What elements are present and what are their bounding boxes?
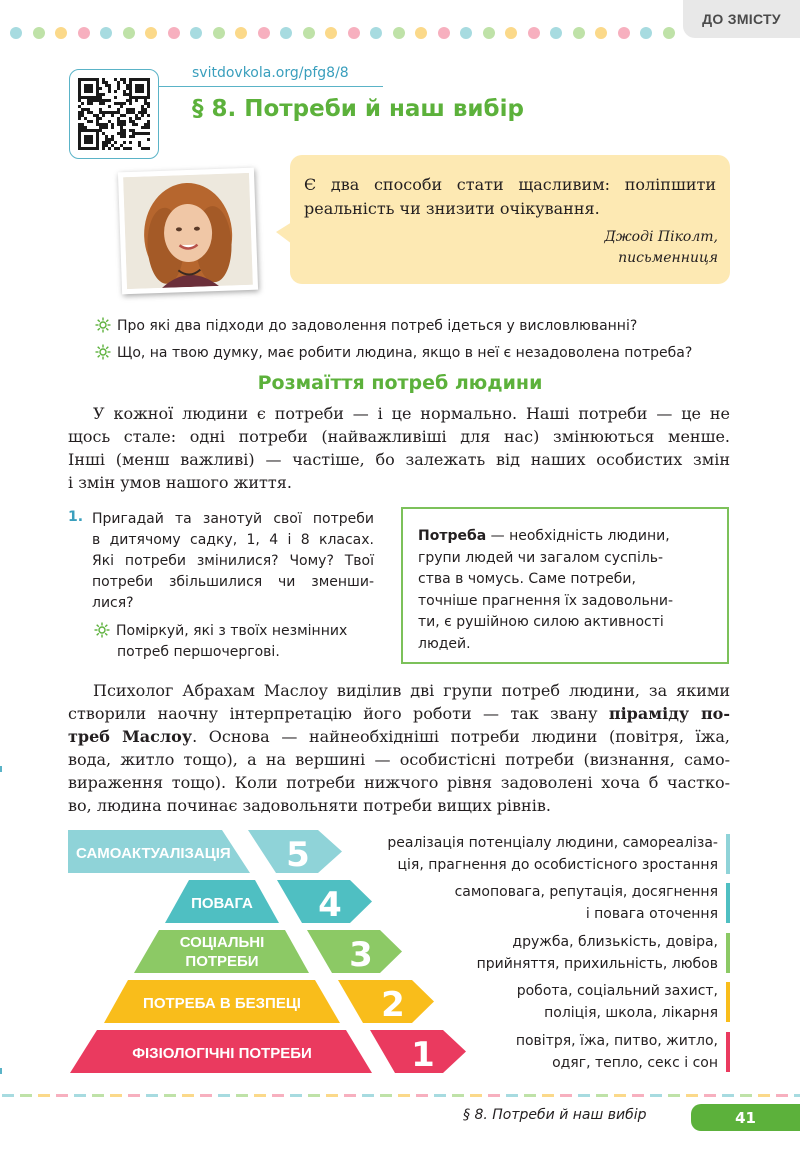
footer-dash — [614, 1094, 626, 1097]
decor-dot — [213, 27, 225, 39]
footer-dashed-line — [0, 1094, 800, 1097]
level-3-label-line-1: СОЦІАЛЬНІ — [179, 934, 265, 951]
level-4-description — [455, 881, 718, 925]
decor-dot — [55, 27, 67, 39]
task-line: Пригадай та занотуй свої потреби — [92, 511, 374, 527]
footer-dash — [290, 1094, 302, 1097]
portrait-image — [123, 173, 253, 289]
paragraph-1 — [68, 402, 730, 494]
page-number: 41 — [691, 1104, 800, 1131]
footer-dash — [2, 1094, 14, 1097]
decor-dot — [168, 27, 180, 39]
footer-dash — [776, 1094, 788, 1097]
footer-dash — [650, 1094, 662, 1097]
quote-author-name: Джоді Піколт, — [604, 229, 718, 245]
paragraph-line: Психолог Абрахам Маслоу виділив дві групи потреб людини, за якими — [93, 681, 730, 700]
footer-dash — [182, 1094, 194, 1097]
footer-dash — [470, 1094, 482, 1097]
decor-dot — [415, 27, 427, 39]
level-4-description-line: самоповага, репутація, досягнення — [454, 884, 718, 900]
footer-dash — [758, 1094, 770, 1097]
paragraph-line — [68, 725, 730, 748]
footer-dash — [488, 1094, 500, 1097]
definition-line: точніше прагнення їх задовольни- — [418, 592, 674, 609]
paragraph-fragment: створили наочну інтерпретацію його роботи — так звану — [68, 704, 609, 723]
level-2-description — [517, 980, 718, 1024]
decor-dot — [505, 27, 517, 39]
level-1-color-bar — [726, 1032, 730, 1072]
margin-mark — [0, 1068, 2, 1074]
level-3-number: 3 — [349, 935, 373, 975]
url-underline — [158, 86, 383, 87]
definition-line: ства в чомусь. Саме потреби, — [418, 571, 636, 587]
paragraph-line — [68, 702, 730, 725]
quote-text: Є два способи стати щасливим: поліпшити реальність чи знизити очікування. — [304, 175, 716, 218]
term-highlight: піраміду по- — [608, 704, 730, 723]
level-2-description-line: робота, соціальний захист, — [516, 983, 718, 999]
decor-dot — [325, 27, 337, 39]
footer-dash — [542, 1094, 554, 1097]
footer-dash — [110, 1094, 122, 1097]
task-number: 1. — [68, 509, 84, 525]
paragraph-line: щось стале: одні потреби (найважливіші для нас) змінюються менше. — [68, 427, 730, 446]
definition-line: ти, є рушійною силою активності — [418, 614, 664, 630]
page-title: § 8. Потреби й наш вибір — [192, 96, 524, 122]
definition-term: Потреба — [418, 528, 487, 544]
level-3-label-line-2: ПОТРЕБИ — [185, 953, 259, 970]
task-line: потреби збільшилися чи зменши- — [92, 574, 374, 590]
footer-dash — [236, 1094, 248, 1097]
footer-dash — [272, 1094, 284, 1097]
footer-dash — [164, 1094, 176, 1097]
definition-line: — необхідність людини, — [486, 528, 670, 544]
decor-dot — [280, 27, 292, 39]
level-1-description-line: повітря, їжа, питво, житло, — [515, 1033, 718, 1049]
decor-dot — [573, 27, 585, 39]
decor-dot — [550, 27, 562, 39]
decor-dot — [618, 27, 630, 39]
question-2 — [95, 344, 692, 361]
decor-dot — [663, 27, 675, 39]
footer-dash — [578, 1094, 590, 1097]
footer-dash — [704, 1094, 716, 1097]
task-subquestion-line: потреб першочергові. — [117, 644, 280, 660]
resource-link[interactable]: svitdovkola.org/pfg8/8 — [192, 65, 349, 81]
footer-dash — [398, 1094, 410, 1097]
level-5-label: САМОАКТУАЛІЗАЦІЯ — [76, 845, 231, 862]
quote-author-role: письменниця — [618, 250, 718, 266]
footer-dash — [506, 1094, 518, 1097]
decor-dot — [145, 27, 157, 39]
footer-dash — [20, 1094, 32, 1097]
level-1-description-line: одяг, тепло, секс і сон — [552, 1055, 718, 1071]
paragraph-2 — [68, 679, 730, 817]
sun-bullet-icon — [94, 622, 110, 638]
task-subquestion-line: Поміркуй, які з твоїх незмінних — [116, 623, 348, 639]
level-3-description — [477, 931, 718, 975]
decor-dot — [348, 27, 360, 39]
paragraph-line: во, людина починає задовольняти потреби вищих рівнів. — [68, 796, 551, 815]
footer-dash — [560, 1094, 572, 1097]
decor-dot — [528, 27, 540, 39]
paragraph-line: Інші (менш важливі) — частіше, бо залежать від наших особистих змін — [68, 450, 730, 469]
level-5-color-bar — [726, 834, 730, 874]
paragraph-line: вода, житло тощо), а на вершині — особистісні потреби (визнання, само- — [68, 750, 730, 769]
decor-dot — [78, 27, 90, 39]
level-5-description-line: реалізація потенціалу людини, самореаліза- — [387, 835, 718, 851]
level-5-number: 5 — [286, 835, 310, 875]
task-text — [92, 509, 374, 614]
sun-bullet-icon — [95, 344, 111, 360]
definition-line: людей. — [418, 635, 471, 652]
level-5-description-line: ція, прагнення до особистісного зростання — [397, 857, 718, 873]
definition-text — [418, 526, 714, 655]
decorative-dots — [10, 27, 680, 39]
footer-dash — [146, 1094, 158, 1097]
decor-dot — [640, 27, 652, 39]
decor-dot — [235, 27, 247, 39]
footer-dash — [632, 1094, 644, 1097]
level-4-description-line: і повага оточення — [585, 906, 718, 922]
footer-dash — [452, 1094, 464, 1097]
footer-dash — [308, 1094, 320, 1097]
qr-code[interactable] — [69, 69, 159, 159]
paragraph-fragment: . Основа — найнеобхідніші потреби людини (повітря, їжа, — [192, 727, 730, 746]
toc-button[interactable]: ДО ЗМІСТУ — [683, 0, 800, 38]
decor-dot — [595, 27, 607, 39]
section-title: Розмаїття потреб людини — [257, 372, 543, 394]
author-photo — [118, 168, 258, 295]
level-2-description-line: поліція, школа, лікарня — [544, 1005, 718, 1021]
footer-dash — [380, 1094, 392, 1097]
footer-dash — [92, 1094, 104, 1097]
level-3-description-line: прийняття, прихильність, любов — [476, 956, 718, 972]
footer-dash — [128, 1094, 140, 1097]
sun-bullet-icon — [95, 317, 111, 333]
quote-author — [500, 227, 718, 269]
decor-dot — [393, 27, 405, 39]
qr-code-icon — [78, 78, 150, 150]
definition-line: групи людей чи загалом суспіль- — [418, 549, 664, 566]
footer-dash — [524, 1094, 536, 1097]
task-subquestion — [94, 621, 376, 663]
footer-dash — [794, 1094, 800, 1097]
footer-dash — [416, 1094, 428, 1097]
footer-dash — [254, 1094, 266, 1097]
decor-dot — [483, 27, 495, 39]
level-3-color-bar — [726, 933, 730, 973]
footer-dash — [434, 1094, 446, 1097]
margin-mark — [0, 766, 2, 772]
decor-dot — [258, 27, 270, 39]
footer-dash — [344, 1094, 356, 1097]
level-4-color-bar — [726, 883, 730, 923]
question-text: Про які два підходи до задоволення потреб ідеться у висловлюванні? — [117, 318, 638, 334]
paragraph-line: У кожної людини є потреби — і це нормально. Наші потреби — це не — [93, 404, 730, 423]
footer-dash — [668, 1094, 680, 1097]
decor-dot — [100, 27, 112, 39]
decor-dot — [438, 27, 450, 39]
decor-dot — [370, 27, 382, 39]
running-title: § 8. Потреби й наш вибір — [463, 1107, 647, 1123]
footer-dash — [74, 1094, 86, 1097]
task-line: лися? — [92, 595, 134, 611]
footer-dash — [740, 1094, 752, 1097]
task-line: в дитячому садку, 1, 4 і 8 класах. — [92, 532, 374, 548]
level-4-label: ПОВАГА — [191, 895, 253, 912]
level-1-number: 1 — [411, 1035, 435, 1075]
paragraph-line: вираження тощо). Коли потреби нижчого рівня задоволені хоча б частко- — [68, 773, 730, 792]
level-5-description — [387, 832, 718, 876]
footer-dash — [326, 1094, 338, 1097]
footer-dash — [56, 1094, 68, 1097]
level-2-label: ПОТРЕБА В БЕЗПЕЦІ — [143, 995, 301, 1012]
footer-dash — [362, 1094, 374, 1097]
task-line: Які потреби змінилися? Чому? Твої — [92, 553, 374, 569]
decor-dot — [190, 27, 202, 39]
question-1 — [95, 317, 637, 334]
footer-dash — [38, 1094, 50, 1097]
question-text: Що, на твою думку, має робити людина, якщо в неї є незадоволена потреба? — [117, 345, 693, 361]
level-1-description — [516, 1030, 718, 1074]
level-1-label: ФІЗІОЛОГІЧНІ ПОТРЕБИ — [132, 1045, 312, 1062]
decor-dot — [10, 27, 22, 39]
footer-dash — [200, 1094, 212, 1097]
footer-dash — [722, 1094, 734, 1097]
decor-dot — [303, 27, 315, 39]
decor-dot — [460, 27, 472, 39]
footer-dash — [686, 1094, 698, 1097]
decor-dot — [123, 27, 135, 39]
level-4-number: 4 — [318, 885, 342, 925]
paragraph-line: і змін умов нашого життя. — [68, 473, 292, 492]
level-2-color-bar — [726, 982, 730, 1022]
level-2-number: 2 — [381, 985, 405, 1025]
term-highlight: треб Маслоу — [68, 727, 193, 746]
footer-dash — [218, 1094, 230, 1097]
footer-dash — [596, 1094, 608, 1097]
decor-dot — [33, 27, 45, 39]
level-3-description-line: дружба, близькість, довіра, — [512, 934, 718, 950]
